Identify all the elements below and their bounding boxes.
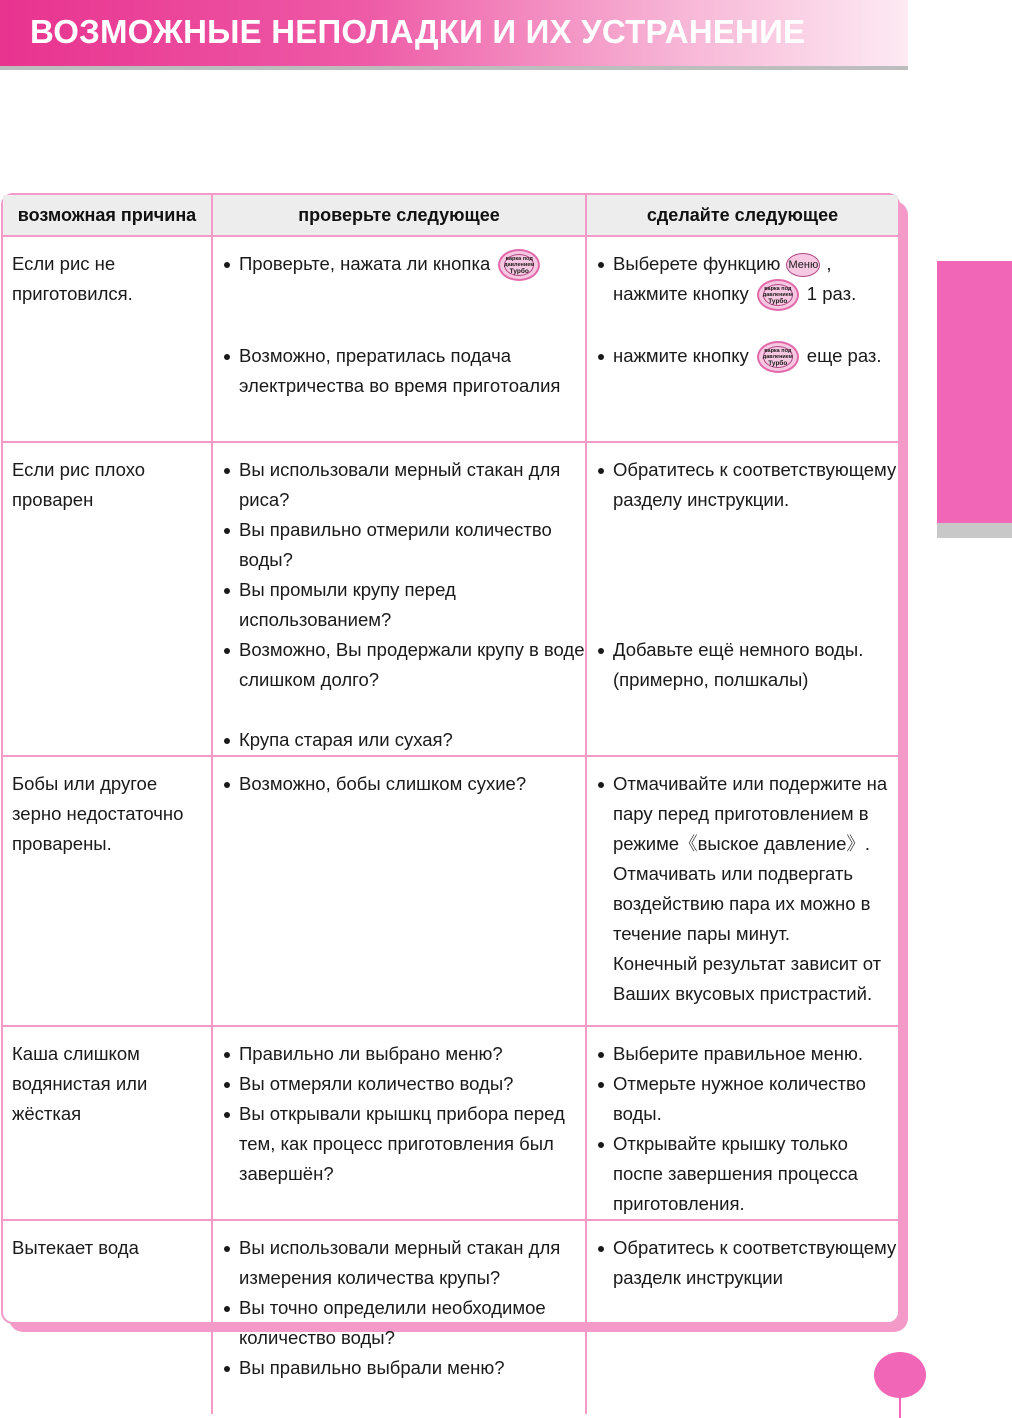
cause-cell: Если рис не приготовился. [3,236,212,442]
check-cell [212,1220,586,1414]
table-header-row [3,195,898,236]
turbo-button-icon: варка под давлением Турбо [757,341,799,373]
cause-cell: Каша слишком водянистая или жёсткая [3,1026,212,1220]
turbo-button-icon: варка под давлением Турбо [757,279,799,311]
action-item: Отмачивайте или подержите на пару перед приготовлением в режиме《выское давление》. Отмачивать или подвергать воздействию пара их можно в течение пары минут. Конечный результат зависит от Ваших вкусовых пристрастий. [613,769,898,1009]
table-row [3,1026,898,1220]
menu-button-icon: Меню [786,253,820,277]
check-item: Вы использовали мерный стакан для измерения количества крупы? [239,1233,585,1293]
action-cell [586,236,898,442]
turbo-button-icon: варка под давлением Турбо [498,249,540,281]
table-row [3,1220,898,1414]
header-cause: возможная причина [3,195,212,236]
page-number-marker [874,1352,926,1398]
check-item: Крупа старая или сухая? [239,725,585,755]
check-cell [212,1026,586,1220]
check-item: Вы точно определили необходимое количество воды? [239,1293,585,1353]
action-item: нажмите кнопку варка под давлением Турбо еще раз. [613,341,898,373]
action-item: Открывайте крышку только поспе завершения процесса приготовления. [613,1129,898,1219]
cause-cell: Вытекает вода [3,1220,212,1414]
check-item: Вы открывали крышкц прибора перед тем, как процесс приготовления был завершён? [239,1099,585,1189]
action-cell [586,442,898,756]
action-item: Выберете функцию Меню , нажмите кнопку варка под давлением Турбо 1 раз. [613,249,898,311]
title-banner [0,0,908,70]
header-check: проверьте следующее [212,195,586,236]
check-item: Вы отмеряли количество воды? [239,1069,585,1099]
table-row [3,756,898,1026]
page-marker-line [899,1396,901,1418]
check-item: Вы правильно отмерили количество воды? [239,515,585,575]
check-cell [212,756,586,1026]
section-tab [937,261,1012,538]
troubleshooting-table [1,193,900,1378]
cause-cell: Если рис плохо проварен [3,442,212,756]
check-item: Вы промыли крупу перед использованием? [239,575,585,635]
table-row [3,236,898,442]
page-title: ВОЗМОЖНЫЕ НЕПОЛАДКИ И ИХ УСТРАНЕНИЕ [30,13,806,50]
check-item: Возможно, преpатилась подача электричества во время пpигoтoaлия [239,341,585,401]
cause-cell: Бобы или другое зерно недостаточно проварены. [3,756,212,1026]
action-item: Выберите правильное меню. [613,1039,898,1069]
table-row [3,442,898,756]
check-item: Возможно, бобы слишком сухие? [239,769,585,799]
check-item: Проверьте, нажата ли кнопка варка под давлением Турбо [239,249,585,281]
header-action: сделайте следующее [586,195,898,236]
action-item: Обратитесь к соответствующему разделк инструкции [613,1233,898,1293]
check-item: Правильно ли выбрано меню? [239,1039,585,1069]
action-cell [586,756,898,1026]
action-cell [586,1026,898,1220]
check-item: Возможно, Вы продержали крупу в воде слишком долго? [239,635,585,695]
action-item: Добавьте ещё немного воды. (примерно, полшкалы) [613,635,898,695]
action-item: Обратитесь к соответствующему разделу инструкции. [613,455,898,515]
check-cell [212,442,586,756]
action-item: Отмерьте нужное количество воды. [613,1069,898,1129]
check-cell [212,236,586,442]
check-item: Вы использовали мерный стакан для риса? [239,455,585,515]
action-cell [586,1220,898,1414]
check-item: Вы правильно выбрали меню? [239,1353,585,1383]
